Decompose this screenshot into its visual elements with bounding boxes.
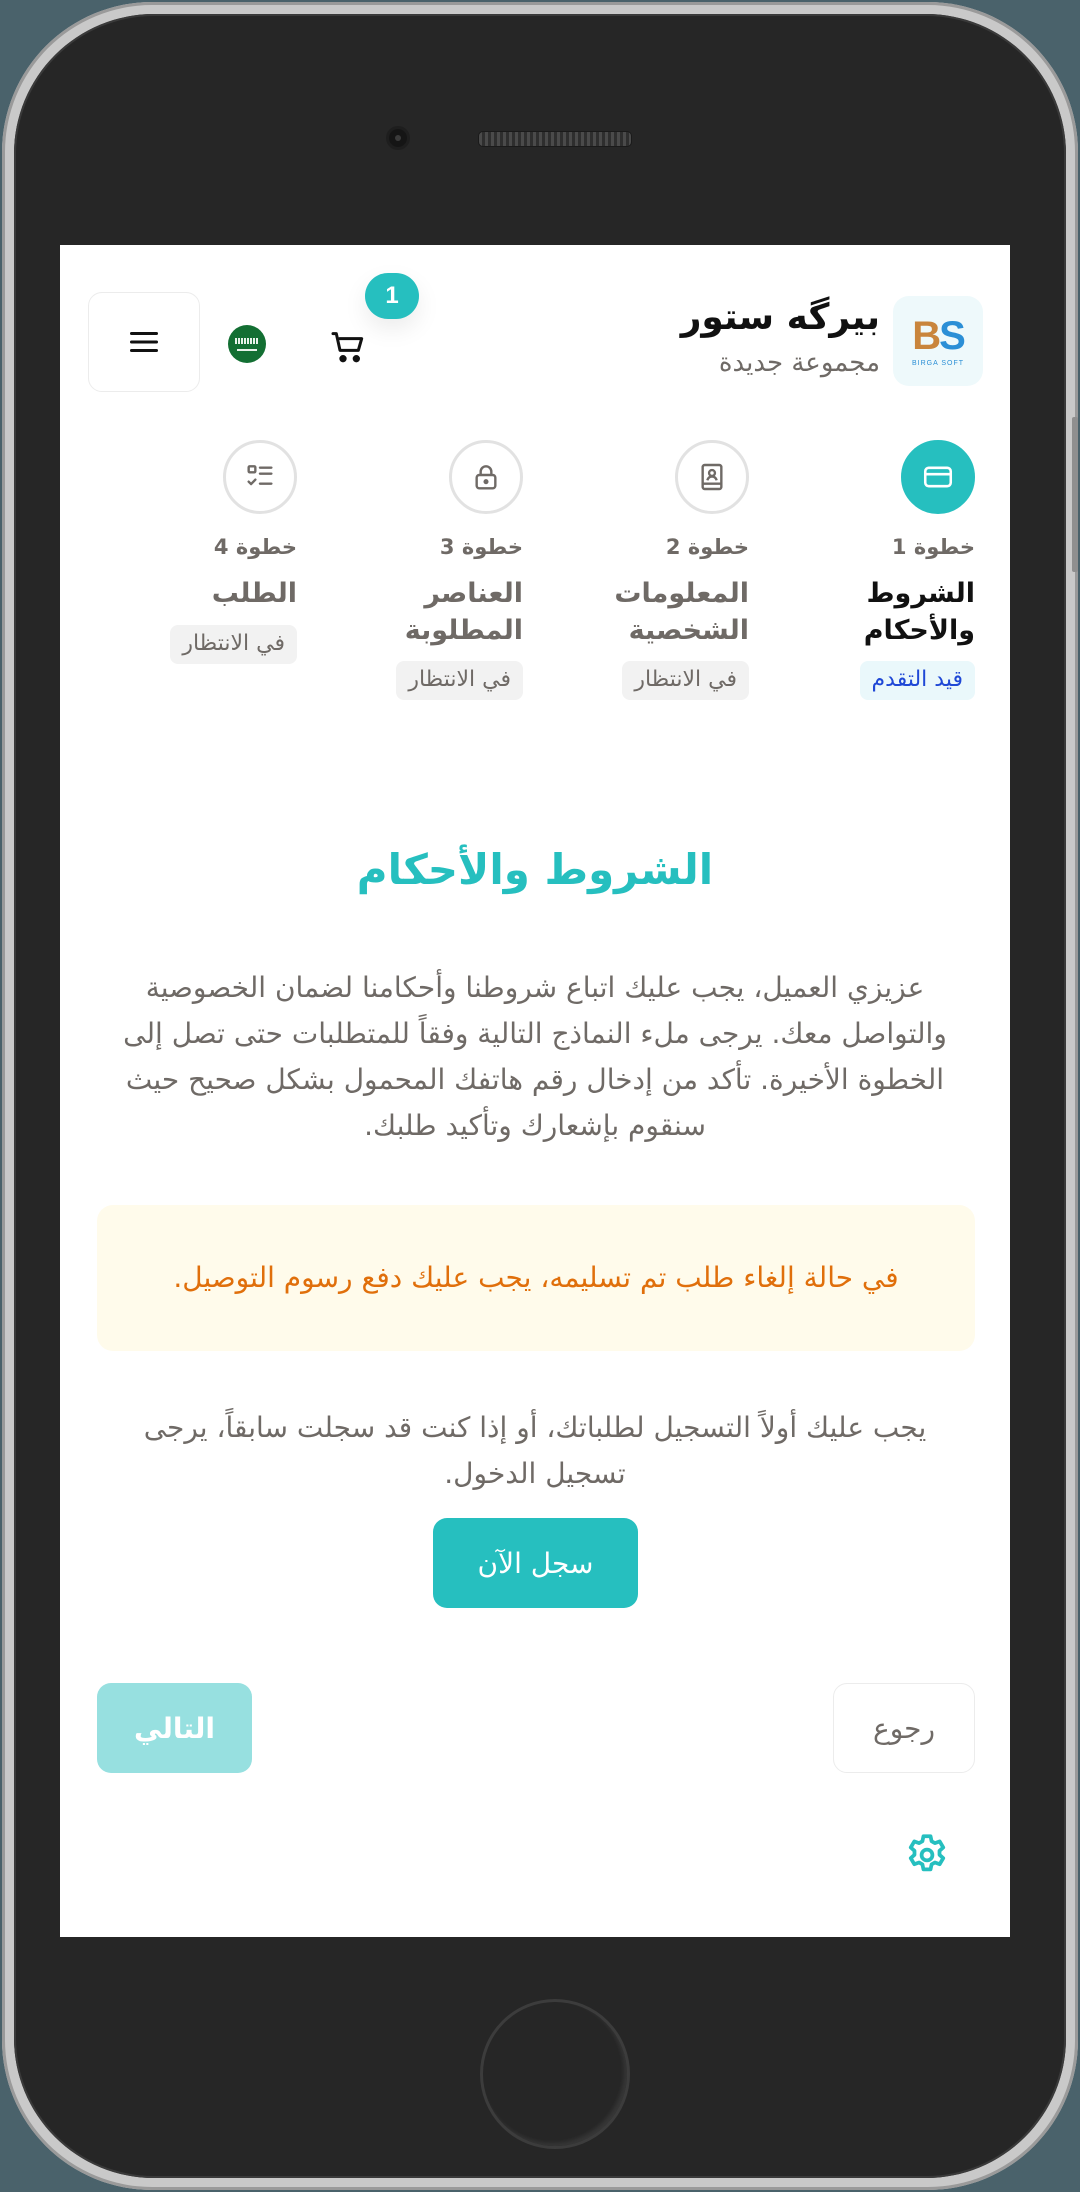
step-4-number: خطوة 4 bbox=[213, 535, 297, 559]
step-1-status-badge: قيد التقدم bbox=[860, 661, 975, 700]
settings-button[interactable] bbox=[902, 1830, 952, 1880]
gear-icon bbox=[902, 1830, 952, 1880]
brand-logo[interactable] bbox=[893, 296, 983, 386]
register-prompt-text: يجب عليك أولاً التسجيل لطلباتك، أو إذا كنت قد سجلت سابقاً، يرجى تسجيل الدخول. bbox=[143, 1411, 927, 1490]
credit-card-icon bbox=[921, 460, 955, 494]
step-3-circle[interactable] bbox=[449, 440, 523, 514]
step-1-number: خطوة 1 bbox=[891, 535, 975, 559]
alert-text: في حالة إلغاء طلب تم تسليمه، يجب عليك دفع رسوم التوصيل. bbox=[173, 1261, 899, 1294]
lock-icon bbox=[470, 461, 502, 493]
next-button[interactable]: التالي bbox=[97, 1683, 252, 1773]
step-2-circle[interactable] bbox=[675, 440, 749, 514]
menu-button[interactable] bbox=[88, 292, 200, 392]
terms-intro-text: عزيزي العميل، يجب عليك اتباع شروطنا وأحكامنا لضمان الخصوصية والتواصل معك. يرجى ملء النماذج التالية وفقاً للمتطلبات حتى تصل إلى الخطوة الأخيرة. تأكد من إدخال رقم هاتفك المحمول بشكل صحيح حيث سنقوم بإشعارك وتأكيد طلبك. bbox=[123, 971, 947, 1142]
delivery-fee-alert bbox=[97, 1205, 975, 1351]
app-screen bbox=[60, 245, 1010, 1937]
logo-mark: BS bbox=[912, 313, 964, 358]
logo-text: BIRGA SOFT bbox=[912, 359, 965, 367]
step-2-title: المعلومات الشخصية bbox=[614, 578, 749, 646]
store-title: بيرگه ستور bbox=[680, 297, 880, 338]
step-4-status-badge: في الانتظار bbox=[170, 625, 297, 664]
step-1-circle[interactable] bbox=[901, 440, 975, 514]
step-3-number: خطوة 3 bbox=[439, 535, 523, 559]
step-3-status-badge: في الانتظار bbox=[396, 661, 523, 700]
back-button[interactable]: رجوع bbox=[833, 1683, 975, 1773]
step-2-number: خطوة 2 bbox=[665, 535, 749, 559]
home-button[interactable] bbox=[480, 1999, 630, 2149]
side-button bbox=[1072, 417, 1078, 572]
cart-button[interactable] bbox=[328, 327, 368, 367]
register-now-button[interactable]: سجل الآن bbox=[433, 1518, 638, 1608]
step-1-title: الشروط والأحكام bbox=[863, 578, 975, 646]
page-heading: الشروط والأحكام bbox=[356, 845, 714, 894]
cart-icon bbox=[328, 327, 368, 367]
step-3-title: العناصر المطلوبة bbox=[404, 578, 523, 646]
checklist-icon bbox=[244, 461, 276, 493]
step-4-title: الطلب bbox=[211, 578, 297, 609]
front-camera bbox=[389, 129, 407, 147]
earpiece-speaker bbox=[478, 131, 632, 147]
step-2-status-badge: في الانتظار bbox=[622, 661, 749, 700]
cart-count-badge: 1 bbox=[365, 273, 419, 319]
contact-book-icon bbox=[696, 461, 728, 493]
store-subtitle: مجموعة جديدة bbox=[718, 348, 880, 378]
step-4-circle[interactable] bbox=[223, 440, 297, 514]
hamburger-menu-icon bbox=[130, 331, 158, 353]
saudi-flag-icon[interactable] bbox=[228, 325, 266, 363]
